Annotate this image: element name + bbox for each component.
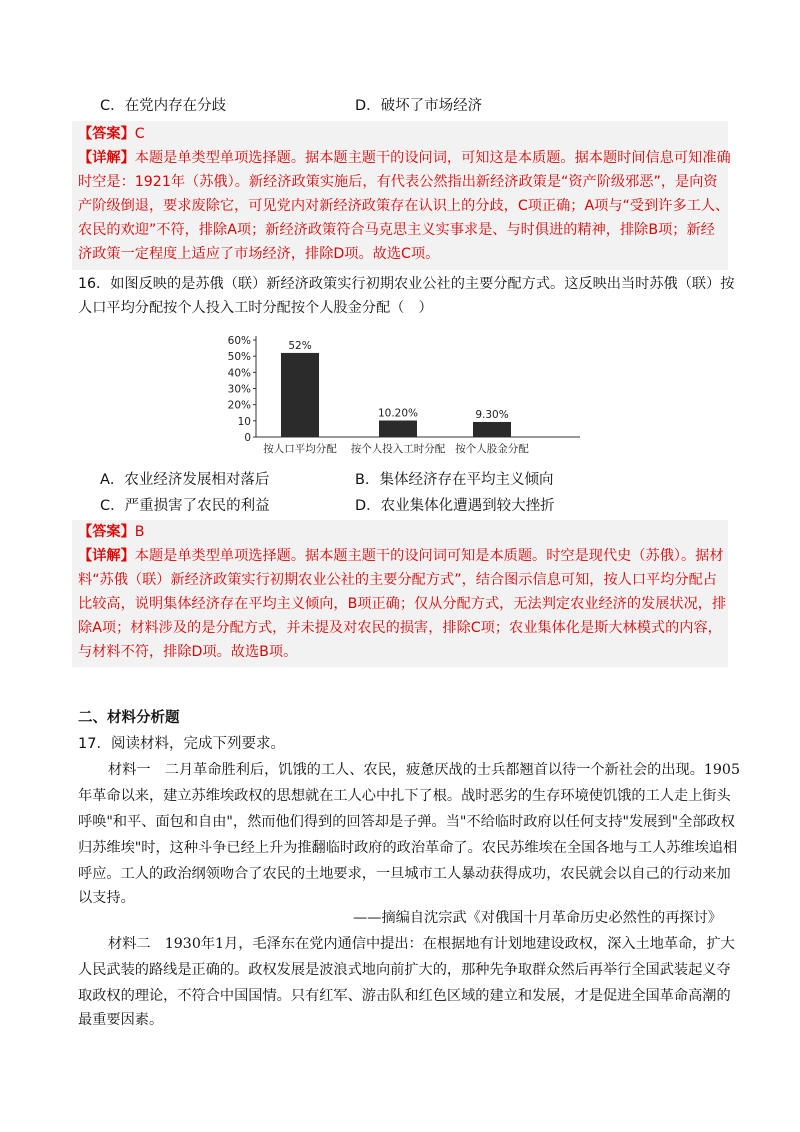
q15-answer <box>78 124 145 144</box>
y-tick-label: 30% <box>227 383 251 396</box>
q16-detail-line-5: 与材料不符，排除D项。故选B项。 <box>78 644 298 660</box>
q16-detail-line-1: 【详解】本题是单类型单项选择题。据本题主题干的设问词可知是本质题。时空是现代史（苏俄）。据材 <box>78 548 724 564</box>
answer-value: C <box>134 126 145 142</box>
material1-line-4: 归苏维埃"时，这种斗争已经上升为推翻临时政府的政治革命了。农民苏维埃在全国各地与工人苏维埃追相 <box>78 840 738 856</box>
q16-option-c: C．严重损害了农民的利益 <box>100 498 270 514</box>
material2-line-2: 人民武装的路线是正确的。政权发展是波浪式地向前扩大的，那种先争取群众然后再举行全国武装起义夺 <box>78 962 731 978</box>
material1-line-6: 以支持。 <box>78 890 135 906</box>
answer-value: B <box>134 524 145 540</box>
data-label: 10.20% <box>377 407 419 420</box>
y-tick-label: 40% <box>227 367 251 380</box>
material1-line-5: 呼应。工人的政治纲领吻合了农民的土地要求，一旦城市工人暴动获得成功，农民就会以自己的行动来加 <box>78 866 731 882</box>
distribution-bar-chart <box>220 328 580 460</box>
material1-line-3: 呼唤"和平、面包和自由"，然而他们得到的回答却是子弹。当"不给临时政府以任何支持"发展到"全部政权 <box>78 814 735 830</box>
detail-tag: 【详解】 <box>78 548 135 564</box>
q15-detail-line-2: 时空是：1921年（苏俄）。新经济政策实施后，有代表公然指出新经济政策是“资产阶级邪恶”，是向资 <box>78 174 718 190</box>
q15-detail-line-5: 济政策一定程度上适应了市场经济，排除D项。故选C项。 <box>78 246 440 262</box>
q16-option-d: D．农业集体化遭遇到较大挫折 <box>355 498 555 514</box>
material2-line-4: 最重要因素。 <box>78 1012 164 1028</box>
material1-source: ——摘编自沈宗武《对俄国十月革命历史必然性的再探讨》 <box>353 910 722 926</box>
q16-detail-line-4: 除A项；材料涉及的是分配方式，并未提及对农民的损害，排除C项；农业集体化是斯大林模式的内容， <box>78 620 722 636</box>
q15-option-d: D．破坏了市场经济 <box>355 98 483 114</box>
q15-detail-line-3: 产阶级倒退，要求废除它，可见党内对新经济政策存在认识上的分歧，C项正确；A项与“受到许多工人、 <box>78 198 730 214</box>
bar <box>379 421 417 437</box>
q16-detail-line-2: 料“苏俄（联）新经济政策实行初期农业公社的主要分配方式”，结合图示信息可知，按人口平均分配占 <box>78 572 717 588</box>
answer-tag: 【答案】 <box>78 524 135 540</box>
data-label: 52% <box>288 339 312 352</box>
q16-stem-line-1: 16．如图反映的是苏俄（联）新经济政策实行初期农业公社的主要分配方式。这反映出当时苏俄（联）按 <box>78 276 735 292</box>
category-label: 按个人投入工时分配 <box>350 443 446 455</box>
bar <box>473 422 511 437</box>
y-tick-label: 0 <box>244 432 251 444</box>
answer-tag: 【答案】 <box>78 126 135 142</box>
material1-line-2: 年革命以来，建立苏维埃政权的思想就在工人心中扎下了根。战时恶劣的生存环境使饥饿的工人走上街头 <box>78 788 731 804</box>
bar <box>281 353 319 437</box>
y-tick-label: 20% <box>227 399 251 412</box>
material2-line-3: 取政权的理论，不符合中国国情。只有红军、游击队和红色区域的建立和发展，才是促进全国革命高潮的 <box>78 988 731 1004</box>
q15-detail-line-1: 【详解】本题是单类型单项选择题。据本题主题干的设问词，可知这是本质题。据本题时间信息可知准确 <box>78 150 731 166</box>
q16-detail-line-3: 比较高，说明集体经济存在平均主义倾向，B项正确；仅从分配方式，无法判定农业经济的发展状况，排 <box>78 596 727 612</box>
section-title: 二、材料分析题 <box>78 710 180 726</box>
q16-stem-line-2: 人口平均分配按个人投入工时分配按个人股金分配（ ） <box>78 300 433 316</box>
category-label: 按个人股金分配 <box>455 443 529 455</box>
q15-option-c: C．在党内存在分歧 <box>100 98 227 114</box>
y-tick-label: 10 <box>237 415 251 428</box>
category-label: 按人口平均分配 <box>263 443 337 455</box>
q16-option-b: B．集体经济存在平均主义倾向 <box>355 472 554 488</box>
q16-option-a: A．农业经济发展相对落后 <box>100 472 270 488</box>
detail-tag: 【详解】 <box>78 150 135 166</box>
q15-detail-line-4: 农民的欢迎”不符，排除A项；新经济政策符合马克思主义实事求是、与时俱进的精神，排除B项；新经 <box>78 222 715 238</box>
y-tick-label: 50% <box>227 351 251 364</box>
data-label: 9.30% <box>475 408 509 421</box>
material1-line-1: 材料一 二月革命胜利后，饥饿的工人、农民，疲惫厌战的士兵都翘首以待一个新社会的出现。1905 <box>108 762 740 778</box>
y-tick-label: 60% <box>227 335 251 347</box>
q16-answer <box>78 522 145 542</box>
material2-line-1: 材料二 1930年1月，毛泽东在党内通信中提出：在根据地有计划地建设政权，深入土地革命，扩大 <box>108 936 735 952</box>
q17-stem: 17．阅读材料，完成下列要求。 <box>78 736 285 752</box>
